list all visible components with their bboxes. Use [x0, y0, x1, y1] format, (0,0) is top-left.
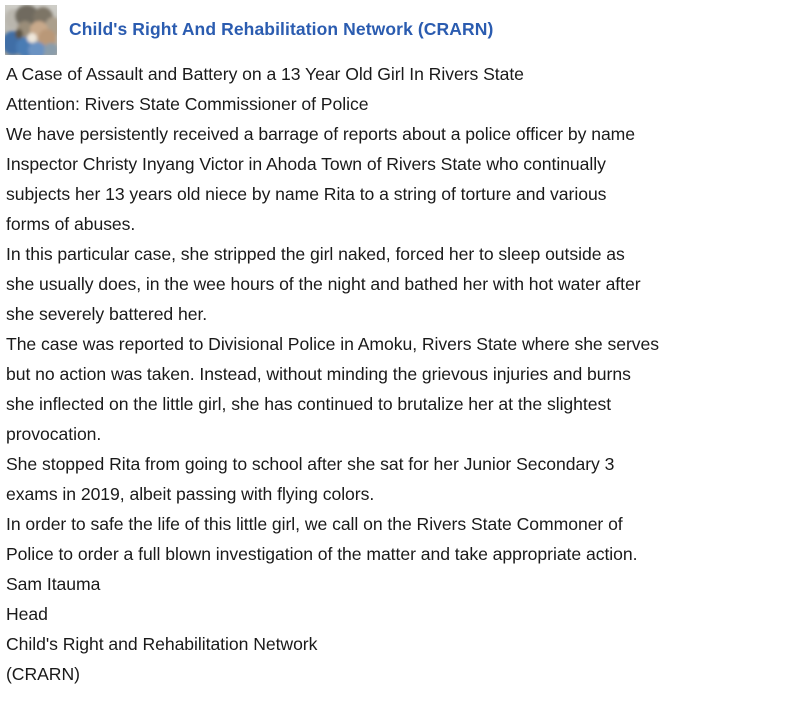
post-line: she usually does, in the wee hours of the night and bathed her with hot water after [6, 274, 641, 294]
post-line: subjects her 13 years old niece by name Rita to a string of torture and various [6, 184, 607, 204]
post-line: she inflected on the little girl, she has continued to brutalize her at the slightest [6, 394, 612, 414]
post-line: she severely battered her. [6, 304, 208, 324]
avatar-photo-icon [5, 5, 57, 55]
avatar[interactable] [5, 5, 57, 55]
post-line: Sam Itauma [6, 574, 101, 594]
post-line: provocation. [6, 424, 102, 444]
post-line: but no action was taken. Instead, without minding the grievous injuries and burns [6, 364, 631, 384]
post-header [0, 0, 788, 55]
post-line: Police to order a full blown investigation of the matter and take appropriate action. [6, 544, 638, 564]
post-body [0, 59, 788, 689]
post-line: forms of abuses. [6, 214, 136, 234]
post-line: (CRARN) [6, 664, 80, 684]
post-line: In order to safe the life of this little girl, we call on the Rivers State Commoner of [6, 514, 623, 534]
post-line: A Case of Assault and Battery on a 13 Year Old Girl In Rivers State [6, 64, 524, 84]
post-line: In this particular case, she stripped the girl naked, forced her to sleep outside as [6, 244, 625, 264]
post-line: We have persistently received a barrage of reports about a police officer by name [6, 124, 636, 144]
post-line: She stopped Rita from going to school after she sat for her Junior Secondary 3 [6, 454, 615, 474]
post-line: exams in 2019, albeit passing with flying colors. [6, 484, 375, 504]
post-line: Child's Right and Rehabilitation Network [6, 634, 318, 654]
post-line: Inspector Christy Inyang Victor in Ahoda Town of Rivers State who continually [6, 154, 606, 174]
page-title: Child's Right And Rehabilitation Network (CRARN) [69, 19, 494, 40]
post-line: The case was reported to Divisional Police in Amoku, Rivers State where she serves [6, 334, 660, 354]
post-line: Attention: Rivers State Commissioner of Police [6, 94, 369, 114]
post-line: Head [6, 604, 48, 624]
